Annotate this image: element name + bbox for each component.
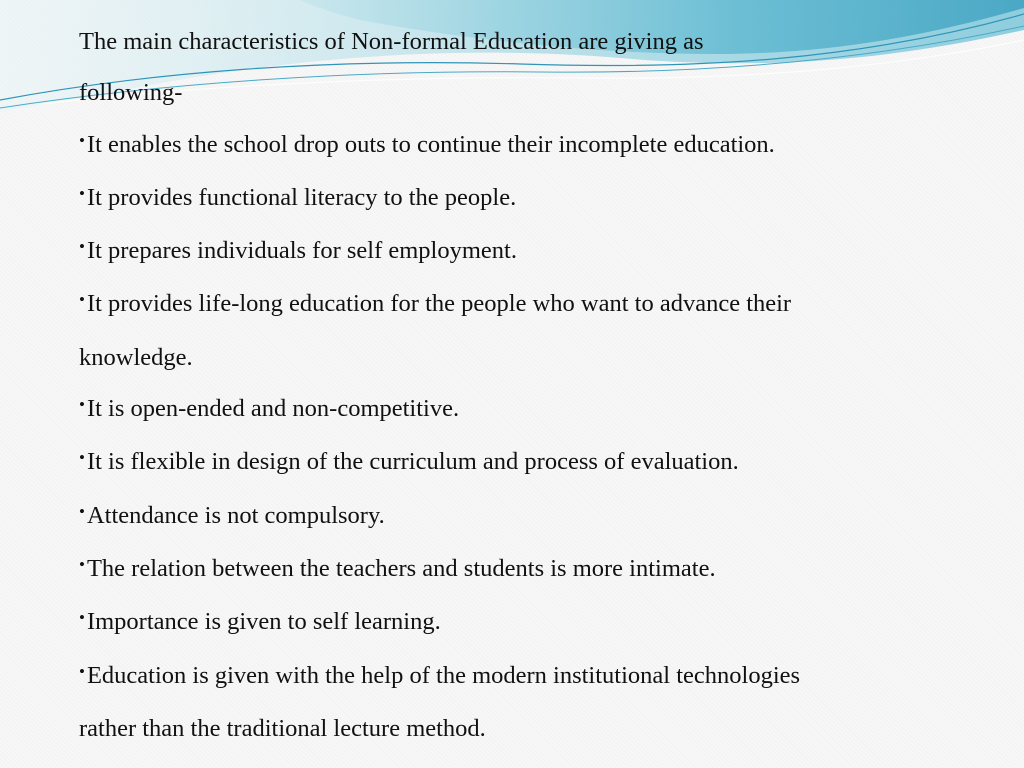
bullet-text: It provides functional literacy to the people. — [86, 183, 517, 211]
bullet-icon: • — [79, 448, 85, 468]
bullet-item — [79, 650, 979, 703]
bullet-text: Importance is given to self learning. — [86, 608, 441, 636]
intro-line-1: The main characteristics of Non-formal Education are giving as — [79, 28, 704, 55]
bullet-text: Attendance is not compulsory. — [86, 501, 385, 529]
bullet-continuation: rather than the traditional lecture method. — [79, 714, 486, 742]
slide-content — [79, 16, 979, 754]
bullet-icon: • — [79, 395, 85, 415]
bullet-text: It is flexible in design of the curriculum and process of evaluation. — [86, 448, 739, 476]
bullet-icon: • — [79, 237, 85, 257]
bullet-item — [79, 119, 979, 172]
bullet-text: Education is given with the help of the modern institutional technologies — [86, 661, 801, 689]
bullet-text: It prepares individuals for self employment. — [86, 237, 517, 265]
bullet-item — [79, 490, 979, 543]
bullet-text: It provides life-long education for the people who want to advance their — [86, 290, 792, 318]
bullet-icon: • — [79, 501, 85, 521]
bullet-item — [79, 596, 979, 649]
bullet-continuation: knowledge. — [79, 343, 193, 371]
bullet-item — [79, 172, 979, 225]
intro-line-2: following- — [79, 79, 183, 107]
bullet-text: It enables the school drop outs to continue their incomplete education. — [86, 130, 775, 158]
bullet-icon: • — [79, 130, 85, 150]
bullet-text: The relation between the teachers and students is more intimate. — [86, 554, 716, 582]
bullet-icon: • — [79, 183, 85, 203]
bullet-icon: • — [79, 290, 85, 310]
bullet-text: It is open-ended and non-competitive. — [86, 395, 460, 423]
bullet-item — [79, 225, 979, 278]
bullet-item — [79, 436, 979, 489]
bullet-item — [79, 543, 979, 596]
bullet-icon: • — [79, 554, 85, 574]
bullet-icon: • — [79, 661, 85, 681]
bullet-item — [79, 383, 979, 436]
bullet-icon: • — [79, 608, 85, 628]
bullet-item — [79, 278, 979, 331]
